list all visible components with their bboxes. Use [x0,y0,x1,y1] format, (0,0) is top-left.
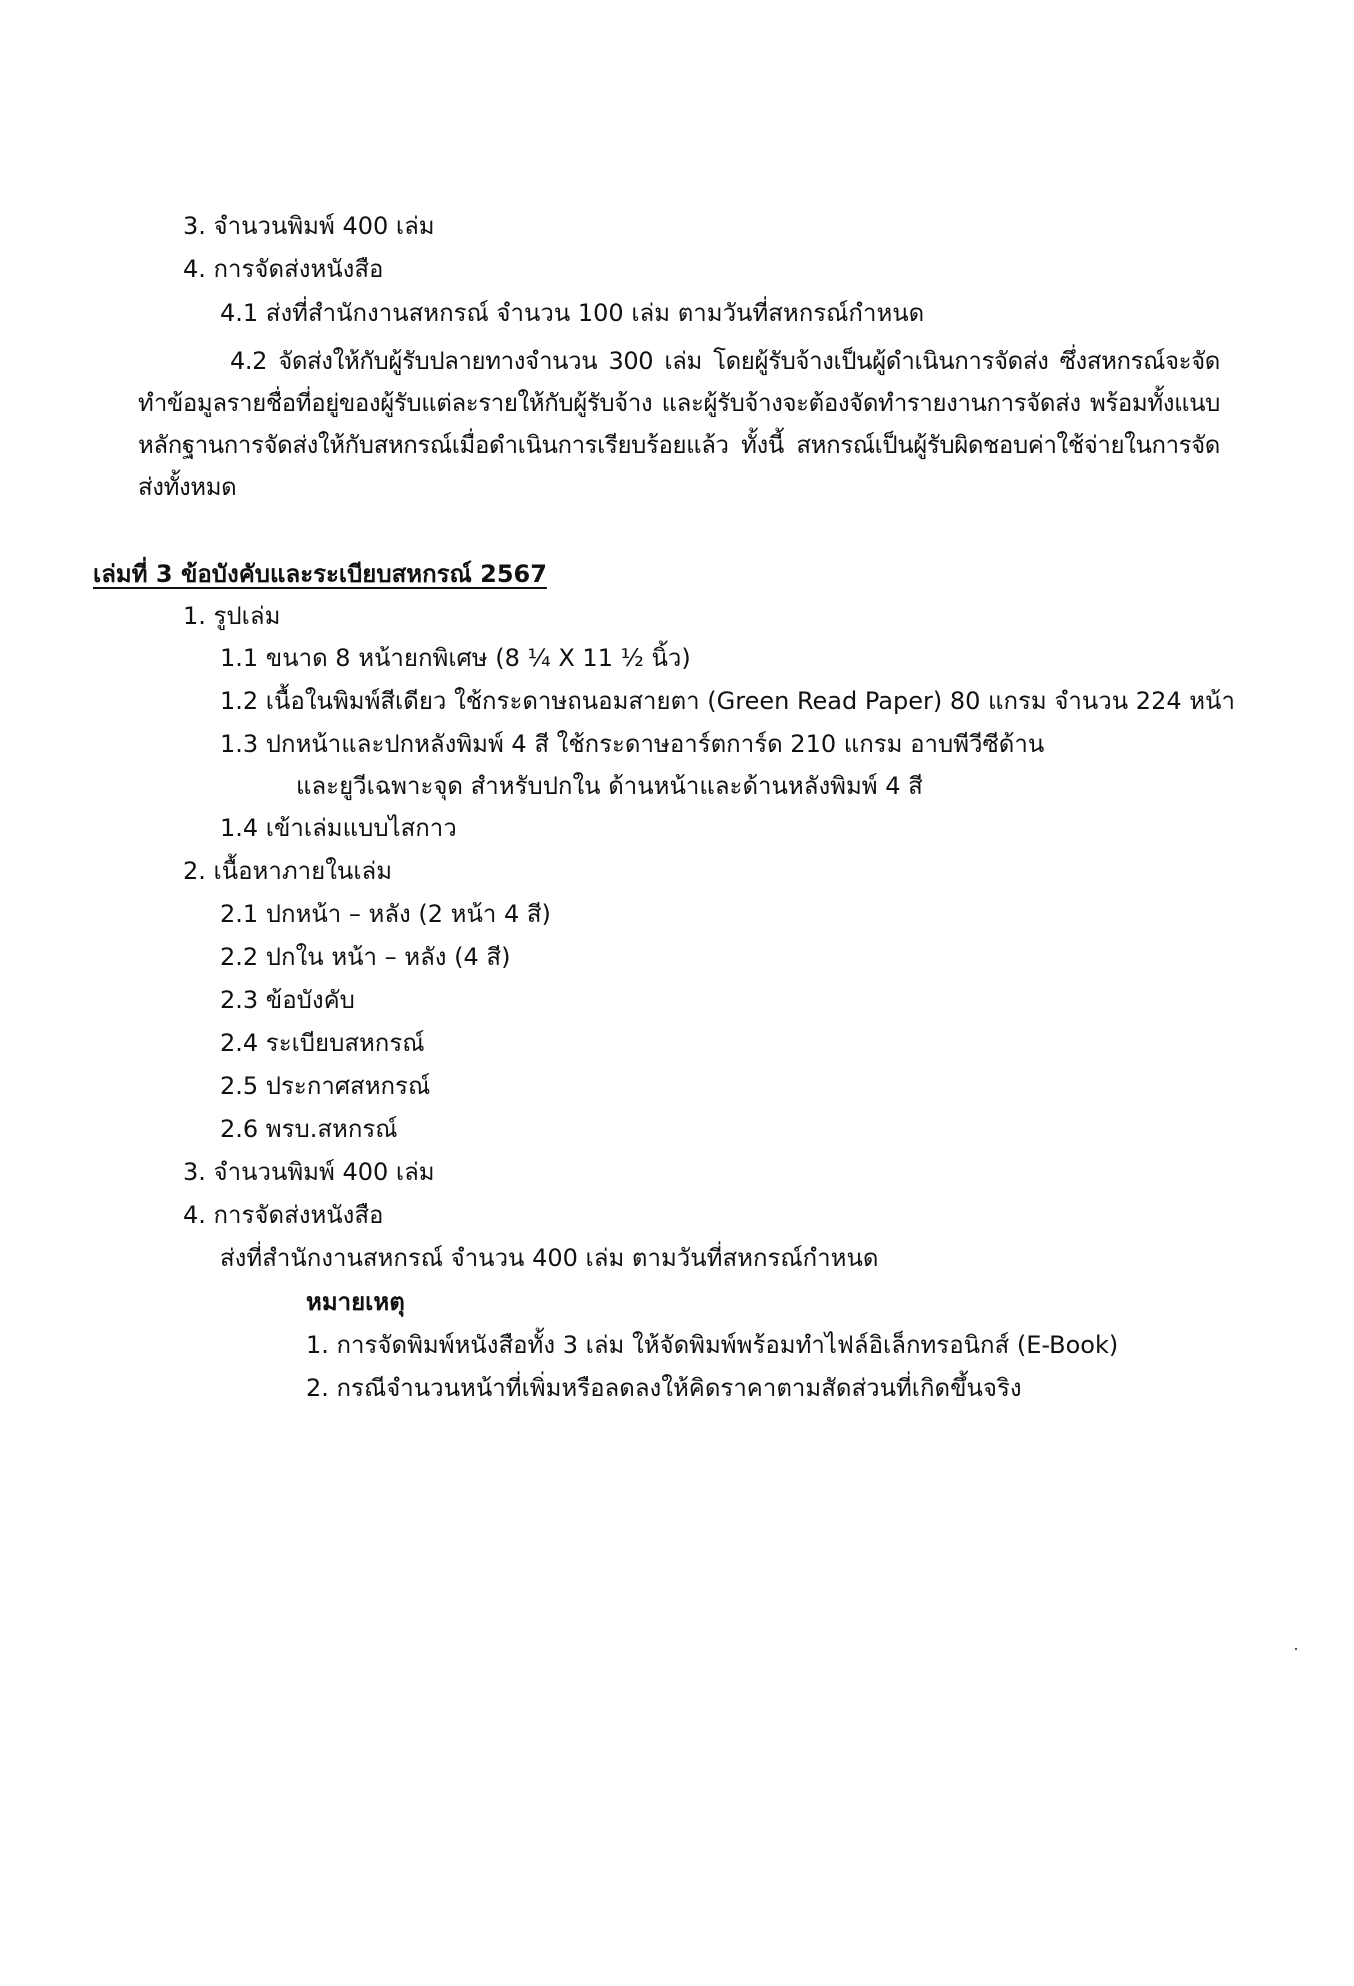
book3-content-item-2-2: 2.2 ปกใน หน้า – หลัง (4 สี) [220,943,511,971]
note-item-2: 2. กรณีจำนวนหน้าที่เพิ่มหรือลดลงให้คิดราคาตามสัดส่วนที่เกิดขึ้นจริง [306,1374,1022,1402]
book3-format-item-1-1: 1.1 ขนาด 8 หน้ายกพิเศษ (8 ¼ X 11 ½ นิ้ว) [220,644,691,672]
book2-print-quantity: 3. จำนวนพิมพ์ 400 เล่ม [183,212,435,240]
book3-format-item-1-3: 1.3 ปกหน้าและปกหลังพิมพ์ 4 สี ใช้กระดาษอาร์ตการ์ด 210 แกรม อาบพีวีซีด้าน [220,730,1045,758]
book3-format-item-1-3-continued: และยูวีเฉพาะจุด สำหรับปกใน ด้านหน้าและด้านหลังพิมพ์ 4 สี [296,772,923,800]
book3-format-item-1-4: 1.4 เข้าเล่มแบบไสกาว [220,814,457,842]
book3-content-title: 2. เนื้อหาภายในเล่ม [183,857,393,885]
book3-content-item-2-4: 2.4 ระเบียบสหกรณ์ [220,1029,425,1057]
scan-speck [1295,1648,1297,1650]
notes-title: หมายเหตุ [306,1288,405,1316]
book3-content-item-2-3: 2.3 ข้อบังคับ [220,986,355,1014]
book2-delivery-item-4-1: 4.1 ส่งที่สำนักงานสหกรณ์ จำนวน 100 เล่ม ตามวันที่สหกรณ์กำหนด [220,299,925,327]
book3-delivery-text: ส่งที่สำนักงานสหกรณ์ จำนวน 400 เล่ม ตามวันที่สหกรณ์กำหนด [220,1244,879,1272]
book3-delivery-title: 4. การจัดส่งหนังสือ [183,1201,384,1229]
book3-print-quantity: 3. จำนวนพิมพ์ 400 เล่ม [183,1158,435,1186]
book3-heading: เล่มที่ 3 ข้อบังคับและระเบียบสหกรณ์ 2567 [93,560,547,588]
book2-delivery-item-4-2: 4.2 จัดส่งให้กับผู้รับปลายทางจำนวน 300 เล่ม โดยผู้รับจ้างเป็นผู้ดำเนินการจัดส่ง ซึ่งสหกรณ์จะจัดทำข้อมูลรายชื่อที่อยู่ของผู้รับแต่ละรายให้กับผู้รับจ้าง และผู้รับจ้างจะต้องจัดทำรายงานการจัดส่ง พร้อมทั้งแนบหลักฐานการจัดส่งให้กับสหกรณ์เมื่อดำเนินการเรียบร้อยแล้ว ทั้งนี้ สหกรณ์เป็นผู้รับผิดชอบค่าใช้จ่ายในการจัดส่งทั้งหมด [138,347,1220,501]
book3-format-item-1-2: 1.2 เนื้อในพิมพ์สีเดียว ใช้กระดาษถนอมสายตา (Green Read Paper) 80 แกรม จำนวน 224 หน้า [220,687,1235,715]
book3-content-item-2-6: 2.6 พรบ.สหกรณ์ [220,1115,398,1143]
book3-content-item-2-5: 2.5 ประกาศสหกรณ์ [220,1072,431,1100]
book3-format-title: 1. รูปเล่ม [183,602,281,630]
book2-delivery-title: 4. การจัดส่งหนังสือ [183,255,384,283]
book3-content-item-2-1: 2.1 ปกหน้า – หลัง (2 หน้า 4 สี) [220,900,551,928]
note-item-1: 1. การจัดพิมพ์หนังสือทั้ง 3 เล่ม ให้จัดพิมพ์พร้อมทำไฟล์อิเล็กทรอนิกส์ (E-Book) [306,1331,1119,1359]
